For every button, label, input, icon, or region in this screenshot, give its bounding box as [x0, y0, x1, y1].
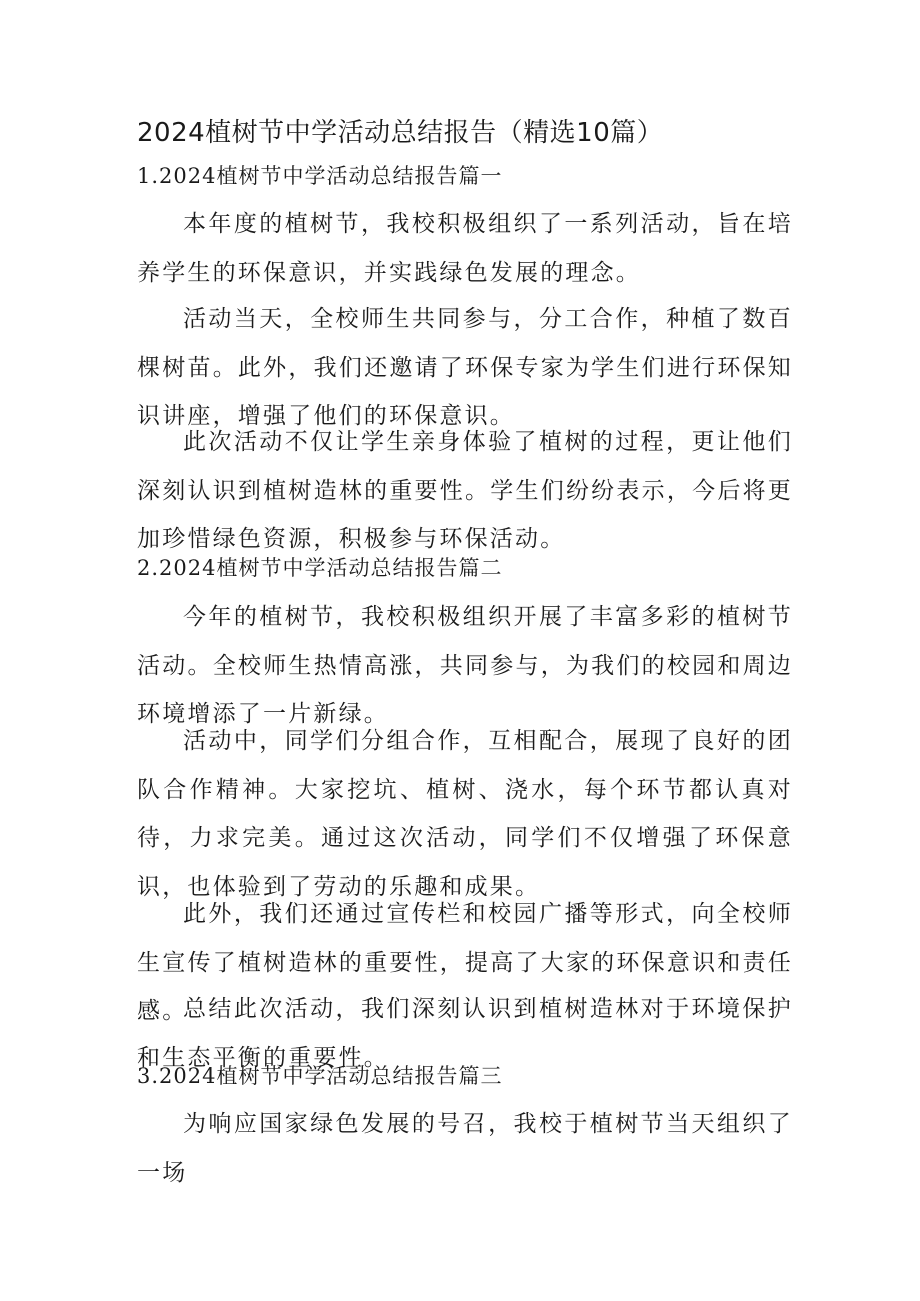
paragraph: 为响应国家绿色发展的号召，我校于植树节当天组织了一场: [137, 1111, 793, 1186]
paragraph: 今年的植树节，我校积极组织开展了丰富多彩的植树节活动。全校师生热情高涨，共同参与，为我们的校园和周边环境增添了一片新绿。: [137, 604, 793, 727]
section-heading-2: 2.2024植树节中学活动总结报告篇二: [137, 556, 503, 580]
section-heading-1: 1.2024植树节中学活动总结报告篇一: [137, 164, 503, 188]
section-heading-3: 3.2024植树节中学活动总结报告篇三: [137, 1064, 503, 1088]
paragraph: 本年度的植树节，我校积极组织了一系列活动，旨在培养学生的环保意识，并实践绿色发展的理念。: [137, 211, 793, 286]
paragraph: 活动中，同学们分组合作，互相配合，展现了良好的团队合作精神。大家挖坑、植树、浇水，每个环节都认真对待，力求完美。通过这次活动，同学们不仅增强了环保意识，也体验到了劳动的乐趣和成果。: [137, 728, 793, 900]
document-title: 2024植树节中学活动总结报告（精选10篇）: [137, 118, 664, 148]
paragraph: 总结此次活动，我们深刻认识到植树造林对于环境保护和生态平衡的重要性。: [137, 996, 793, 1071]
paragraph: 此次活动不仅让学生亲身体验了植树的过程，更让他们深刻认识到植树造林的重要性。学生们纷纷表示，今后将更加珍惜绿色资源，积极参与环保活动。: [137, 429, 793, 552]
paragraph: 活动当天，全校师生共同参与，分工合作，种植了数百棵树苗。此外，我们还邀请了环保专家为学生们进行环保知识讲座，增强了他们的环保意识。: [137, 306, 793, 429]
paragraph: 此外，我们还通过宣传栏和校园广播等形式，向全校师生宣传了植树造林的重要性，提高了大家的环保意识和责任感。: [137, 901, 793, 1024]
